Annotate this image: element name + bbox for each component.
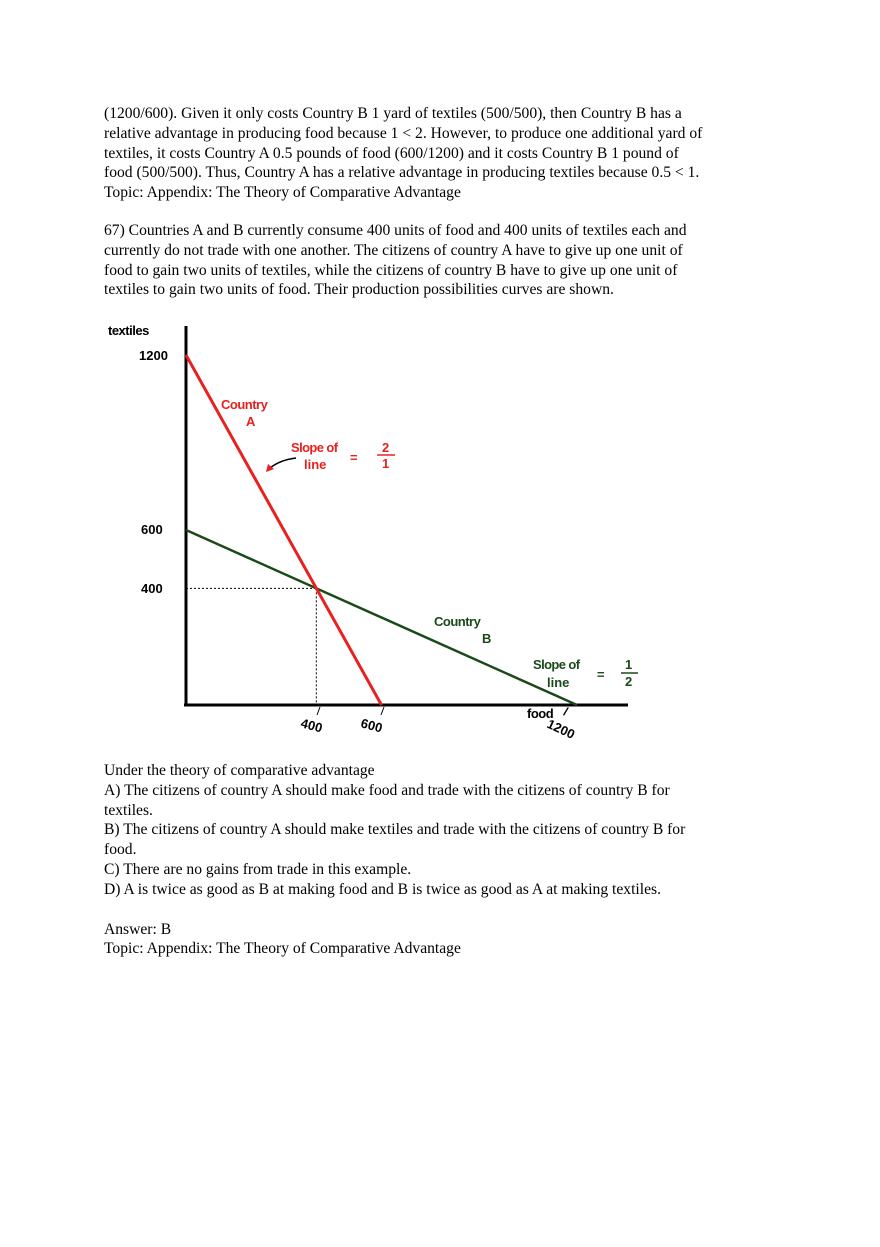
option-line: C) There are no gains from trade in this example. xyxy=(104,860,412,878)
slope-b-label: Slope of xyxy=(533,657,580,672)
answer-block xyxy=(104,761,784,959)
country-a-label: A xyxy=(246,414,256,429)
ppc-chart xyxy=(100,318,660,750)
text-line: textiles, it costs Country A 0.5 pounds of food (600/1200) and it costs Country B 1 pound of xyxy=(104,144,679,162)
question-prompt: Under the theory of comparative advantage xyxy=(104,762,375,779)
country-b-label: B xyxy=(482,631,492,646)
slope-b-numerator: 1 xyxy=(625,657,633,672)
x-tick-label: 600 xyxy=(359,715,385,736)
topic-line: Topic: Appendix: The Theory of Comparative Advantage xyxy=(104,184,461,202)
text-line: textiles to gain two units of food. Their production possibilities curves are shown. xyxy=(104,281,614,299)
slope-a-pointer-arrow xyxy=(270,458,296,468)
x-axis-slash: / xyxy=(561,704,570,719)
text-line: 67) Countries A and B currently consume 400 units of food and 400 units of textiles each and xyxy=(104,222,687,239)
slope-b-label: line xyxy=(547,675,570,690)
x-tick-mark xyxy=(381,707,384,715)
y-tick-label: 600 xyxy=(141,522,163,537)
question-paragraph xyxy=(104,221,784,300)
slope-a-label: Slope of xyxy=(291,440,338,455)
country-b-ppc-line xyxy=(186,530,577,705)
x-tick-label: 400 xyxy=(299,715,325,736)
slope-a-equals: = xyxy=(350,450,358,465)
option-line: food. xyxy=(104,841,137,859)
option-line: B) The citizens of country A should make textiles and trade with the citizens of country B for xyxy=(104,821,686,839)
option-line: D) A is twice as good as B at making food and B is twice as good as A at making textiles. xyxy=(104,880,661,898)
text-line: currently do not trade with one another. The citizens of country A have to give up one unit of xyxy=(104,241,683,259)
spacer xyxy=(104,900,784,920)
x-axis-label: food xyxy=(527,706,554,721)
y-tick-label: 400 xyxy=(141,581,163,596)
slope-b-equals: = xyxy=(597,667,605,682)
slope-a-numerator: 2 xyxy=(382,440,390,455)
text-line: relative advantage in producing food because 1 < 2. However, to produce one additional yard of xyxy=(104,124,703,142)
y-axis-label: textiles xyxy=(108,323,149,338)
topic-line: Topic: Appendix: The Theory of Comparative Advantage xyxy=(104,940,461,958)
x-tick-mark xyxy=(317,707,320,715)
y-tick-label: 1200 xyxy=(139,348,168,363)
country-a-label: Country xyxy=(221,397,268,412)
x-tick-label: 1200 xyxy=(544,716,578,742)
option-line: A) The citizens of country A should make food and trade with the citizens of country B for xyxy=(104,781,670,799)
option-line: textiles. xyxy=(104,801,153,819)
slope-b-denominator: 2 xyxy=(625,674,633,689)
text-line: food to gain two units of textiles, while the citizens of country B have to give up one unit of xyxy=(104,261,678,279)
answer-line: Answer: B xyxy=(104,920,172,938)
country-a-ppc-line xyxy=(186,355,382,705)
country-b-label: Country xyxy=(434,614,481,629)
text-line: food (500/500). Thus, Country A has a relative advantage in producing textiles because 0.5 < 1. xyxy=(104,164,700,182)
slope-a-label: line xyxy=(304,457,327,472)
text-line: (1200/600). Given it only costs Country B 1 yard of textiles (500/500), then Country B has a xyxy=(104,105,682,122)
intro-paragraph xyxy=(104,104,784,203)
slope-a-denominator: 1 xyxy=(382,456,390,471)
